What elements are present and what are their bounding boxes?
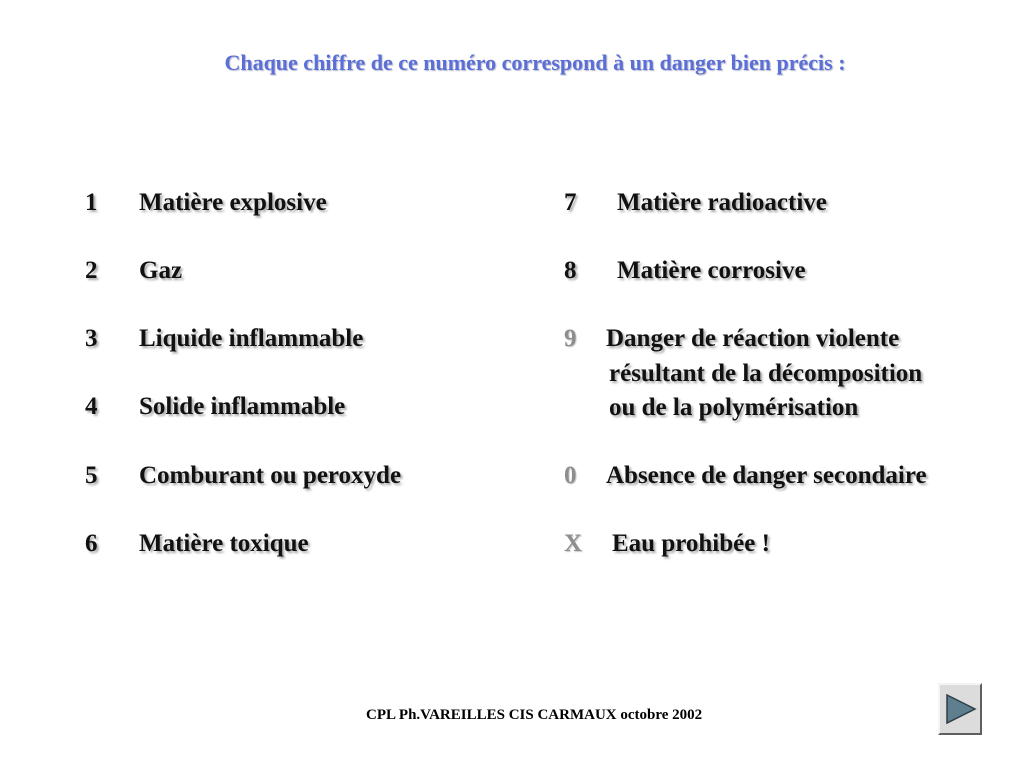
hazard-label: Gaz <box>139 257 183 284</box>
next-slide-button[interactable] <box>938 683 982 735</box>
hazard-label: Eau prohibée ! <box>612 530 770 557</box>
hazard-number: 9 <box>564 325 577 352</box>
hazard-number: 4 <box>85 393 98 420</box>
hazard-label: Solide inflammable <box>139 393 346 420</box>
hazard-label: Matière toxique <box>139 530 309 557</box>
hazard-number: 8 <box>564 257 577 284</box>
hazard-label: Matière explosive <box>139 189 327 216</box>
hazard-number: 3 <box>85 325 98 352</box>
hazard-number: 5 <box>85 462 98 489</box>
hazard-number: 6 <box>85 530 98 557</box>
hazard-label: Danger de réaction violente <box>606 325 900 352</box>
hazard-label: Absence de danger secondaire <box>606 462 927 489</box>
hazard-label: Matière corrosive <box>617 257 806 284</box>
hazard-number: 7 <box>564 189 577 216</box>
hazard-label: Comburant ou peroxyde <box>139 462 402 489</box>
hazard-number: X <box>564 530 583 557</box>
hazard-number: 0 <box>564 462 577 489</box>
hazard-label: Liquide inflammable <box>139 325 364 352</box>
play-triangle-icon <box>945 693 977 725</box>
hazard-number: 1 <box>85 189 98 216</box>
hazard-label-continuation: résultant de la décomposition <box>609 360 923 387</box>
hazard-number: 2 <box>85 257 98 284</box>
slide-title: Chaque chiffre de ce numéro correspond à un danger bien précis : <box>224 50 846 75</box>
hazard-label-continuation: ou de la polymérisation <box>609 394 859 421</box>
hazard-label: Matière radioactive <box>617 189 827 216</box>
footer-credit: CPL Ph.VAREILLES CIS CARMAUX octobre 2002 <box>366 707 703 723</box>
